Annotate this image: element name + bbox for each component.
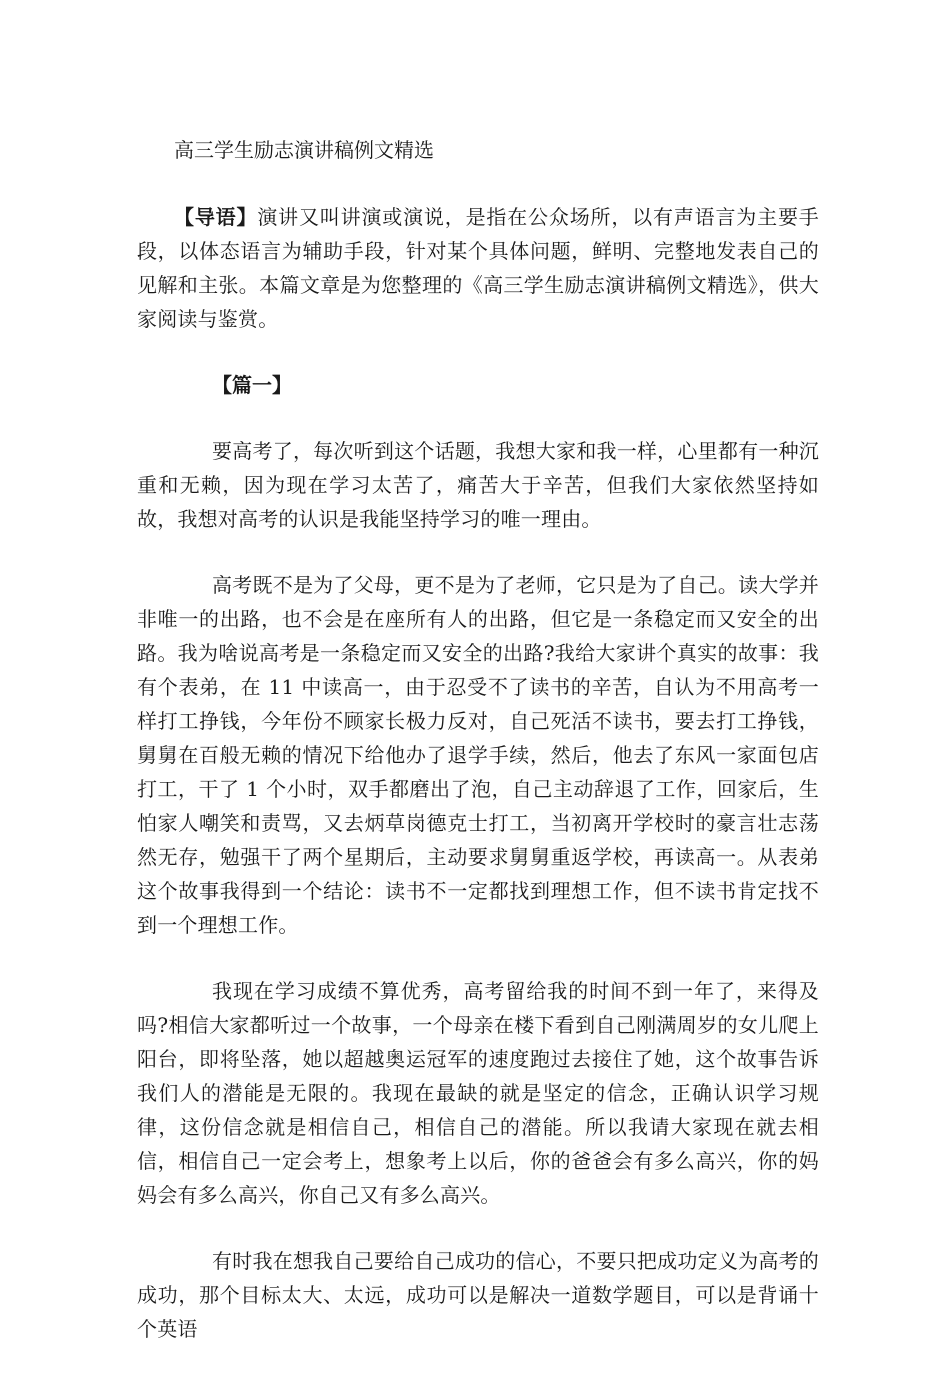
body-paragraph-4: 有时我在想我自己要给自己成功的信心，不要只把成功定义为高考的成功，那个目标太大、太远，成功可以是解决一道数学题目，可以是背诵十个英语 — [137, 1249, 819, 1341]
body-paragraph-2: 高考既不是为了父母，更不是为了老师，它只是为了自己。读大学并非唯一的出路，也不会是在座所有人的出路，但它是一条稳定而又安全的出路。我为啥说高考是一条稳定而又安全的出路?我给大家讲个真实的故事：我有个表弟，在 11 中读高一，由于忍受不了读书的辛苦，自认为不用高考一样打工挣钱，今年份不顾家长极力反对，自己死活不读书，要去打工挣钱，舅舅在百般无赖的情况下给他办了退学手续，然后，他去了东风一家面包店打工，干了 1 个小时，双手都磨出了泡，自己主动辞退了工作，回家后，生怕家人嘲笑和责骂，又去炳草岗德克士打工，当初离开学校时的豪言壮志荡然无存，勉强干了两个星期后，主动要求舅舅重返学校，再读高一。从表弟这个故事我得到一个结论：读书不一定都找到理想工作，但不读书肯定找不到一个理想工作。 — [137, 573, 819, 937]
body-paragraph-1: 要高考了，每次听到这个话题，我想大家和我一样，心里都有一种沉重和无赖，因为现在学习太苦了，痛苦大于辛苦，但我们大家依然坚持如故，我想对高考的认识是我能坚持学习的唯一理由。 — [137, 439, 819, 531]
document-page — [137, 134, 819, 1378]
intro-label: 【导语】 — [174, 205, 258, 229]
section-heading: 【篇一】 — [212, 373, 292, 397]
intro-paragraph — [137, 200, 819, 336]
intro-text: 演讲又叫讲演或演说，是指在公众场所，以有声语言为主要手段，以体态语言为辅助手段，针对某个具体问题，鲜明、完整地发表自己的见解和主张。本篇文章是为您整理的《高三学生励志演讲稿例文精选》，供大家阅读与鉴赏。 — [137, 205, 819, 331]
body-paragraph-3: 我现在学习成绩不算优秀，高考留给我的时间不到一年了，来得及吗?相信大家都听过一个故事，一个母亲在楼下看到自己刚满周岁的女儿爬上阳台，即将坠落，她以超越奥运冠军的速度跑过去接住了她，这个故事告诉我们人的潜能是无限的。我现在最缺的就是坚定的信念，正确认识学习规律，这份信念就是相信自己，相信自己的潜能。所以我请大家现在就去相信，相信自己一定会考上，想象考上以后，你的爸爸会有多么高兴，你的妈妈会有多么高兴，你自己又有多么高兴。 — [137, 979, 819, 1207]
document-title: 高三学生励志演讲稿例文精选 — [174, 138, 434, 162]
